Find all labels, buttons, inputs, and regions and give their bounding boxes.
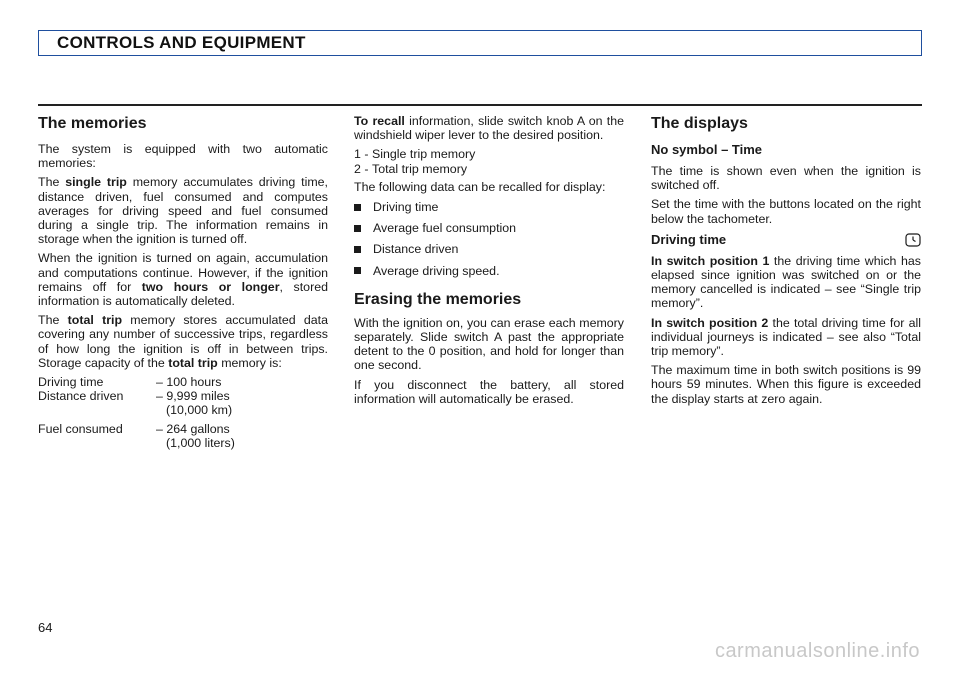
section-title: CONTROLS AND EQUIPMENT <box>57 33 306 52</box>
bullet-square-icon <box>354 225 361 232</box>
list-item: 2 - Total trip memory <box>354 161 468 176</box>
bullet-square-icon <box>354 246 361 253</box>
capacity-value: – 264 gallons <box>156 421 230 436</box>
no-symbol-heading: No symbol – Time <box>651 142 763 157</box>
capacity-label: Fuel consumed <box>38 421 123 436</box>
bullet-square-icon <box>354 204 361 211</box>
list-item: Average driving speed. <box>354 264 624 278</box>
driving-time-header <box>651 232 921 248</box>
capacity-label <box>38 403 156 417</box>
recall-bullets <box>354 200 624 278</box>
list-item: Average fuel consumption <box>354 221 624 235</box>
recall-paragraph: To recall information, slide switch knob A on the windshield wiper lever to the desired position. <box>354 114 625 143</box>
capacity-label: Distance driven <box>38 389 124 404</box>
list-item: Distance driven <box>354 242 624 256</box>
recall-intro: The following data can be recalled for display: <box>354 179 606 194</box>
list-item: 1 - Single trip memory <box>354 147 476 162</box>
column-recall <box>354 114 624 411</box>
clock-icon <box>905 233 921 247</box>
driving-time-heading: Driving time <box>651 231 727 247</box>
capacity-label <box>38 436 156 450</box>
capacity-value: – 9,999 miles <box>156 389 230 404</box>
erasing-paragraph-2: If you disconnect the battery, all stored information will automatically be erased. <box>354 377 624 406</box>
time-paragraph-1: The time is shown even when the ignition is switched off. <box>651 164 921 193</box>
single-trip-paragraph: The single trip memory accumulates driving time, distance driven, fuel consumed and computes averages for driving speed and fuel consumed during a single trip. The information remains in storage when the ignition is turned off. <box>38 175 328 247</box>
switch-position-1-paragraph: In switch position 1 the driving time which has elapsed since ignition was switched on or the memory cancelled is indicated – see “Single trip memory”. <box>651 253 921 311</box>
column-memories <box>38 114 328 450</box>
capacity-value: (1,000 liters) <box>166 435 235 450</box>
erasing-heading: Erasing the memories <box>354 290 522 308</box>
page-number: 64 <box>38 620 53 635</box>
total-trip-paragraph: The total trip memory stores accumulated data covering any number of successive trips, regardless of how long the ignition is off in between trips. Storage capacity of the total trip memory is: <box>38 313 328 370</box>
switch-position-2-paragraph: In switch position 2 the total driving time for all individual journeys is indicated – see also “Total trip memory”. <box>651 315 921 359</box>
time-paragraph-2: Set the time with the buttons located on the right below the tachometer. <box>651 197 921 226</box>
capacity-label: Driving time <box>38 375 104 390</box>
memories-heading: The memories <box>38 115 147 132</box>
displays-heading: The displays <box>651 115 748 132</box>
section-header <box>38 30 922 56</box>
bullet-square-icon <box>354 267 361 274</box>
capacity-value: – 100 hours <box>156 375 222 390</box>
maximum-time-paragraph: The maximum time in both switch positions is 99 hours 59 minutes. When this figure is exceeded the display starts at zero again. <box>651 363 921 406</box>
list-item: Driving time <box>354 200 624 214</box>
capacity-value: (10,000 km) <box>166 403 233 418</box>
watermark: carmanualsonline.info <box>714 640 920 662</box>
divider-rule <box>38 104 922 106</box>
column-displays <box>651 114 921 411</box>
position-list <box>354 147 624 175</box>
ignition-paragraph: When the ignition is turned on again, accumulation and computations continue. However, if the ignition remains off for two hours or longer, stored information is automatically deleted. <box>38 251 328 309</box>
erasing-paragraph-1: With the ignition on, you can erase each memory separately. Slide switch A past the appropriate detent to the 0 position, and hold for longer than one second. <box>354 315 624 373</box>
memories-intro: The system is equipped with two automatic memories: <box>38 142 328 171</box>
capacity-table <box>38 375 328 450</box>
